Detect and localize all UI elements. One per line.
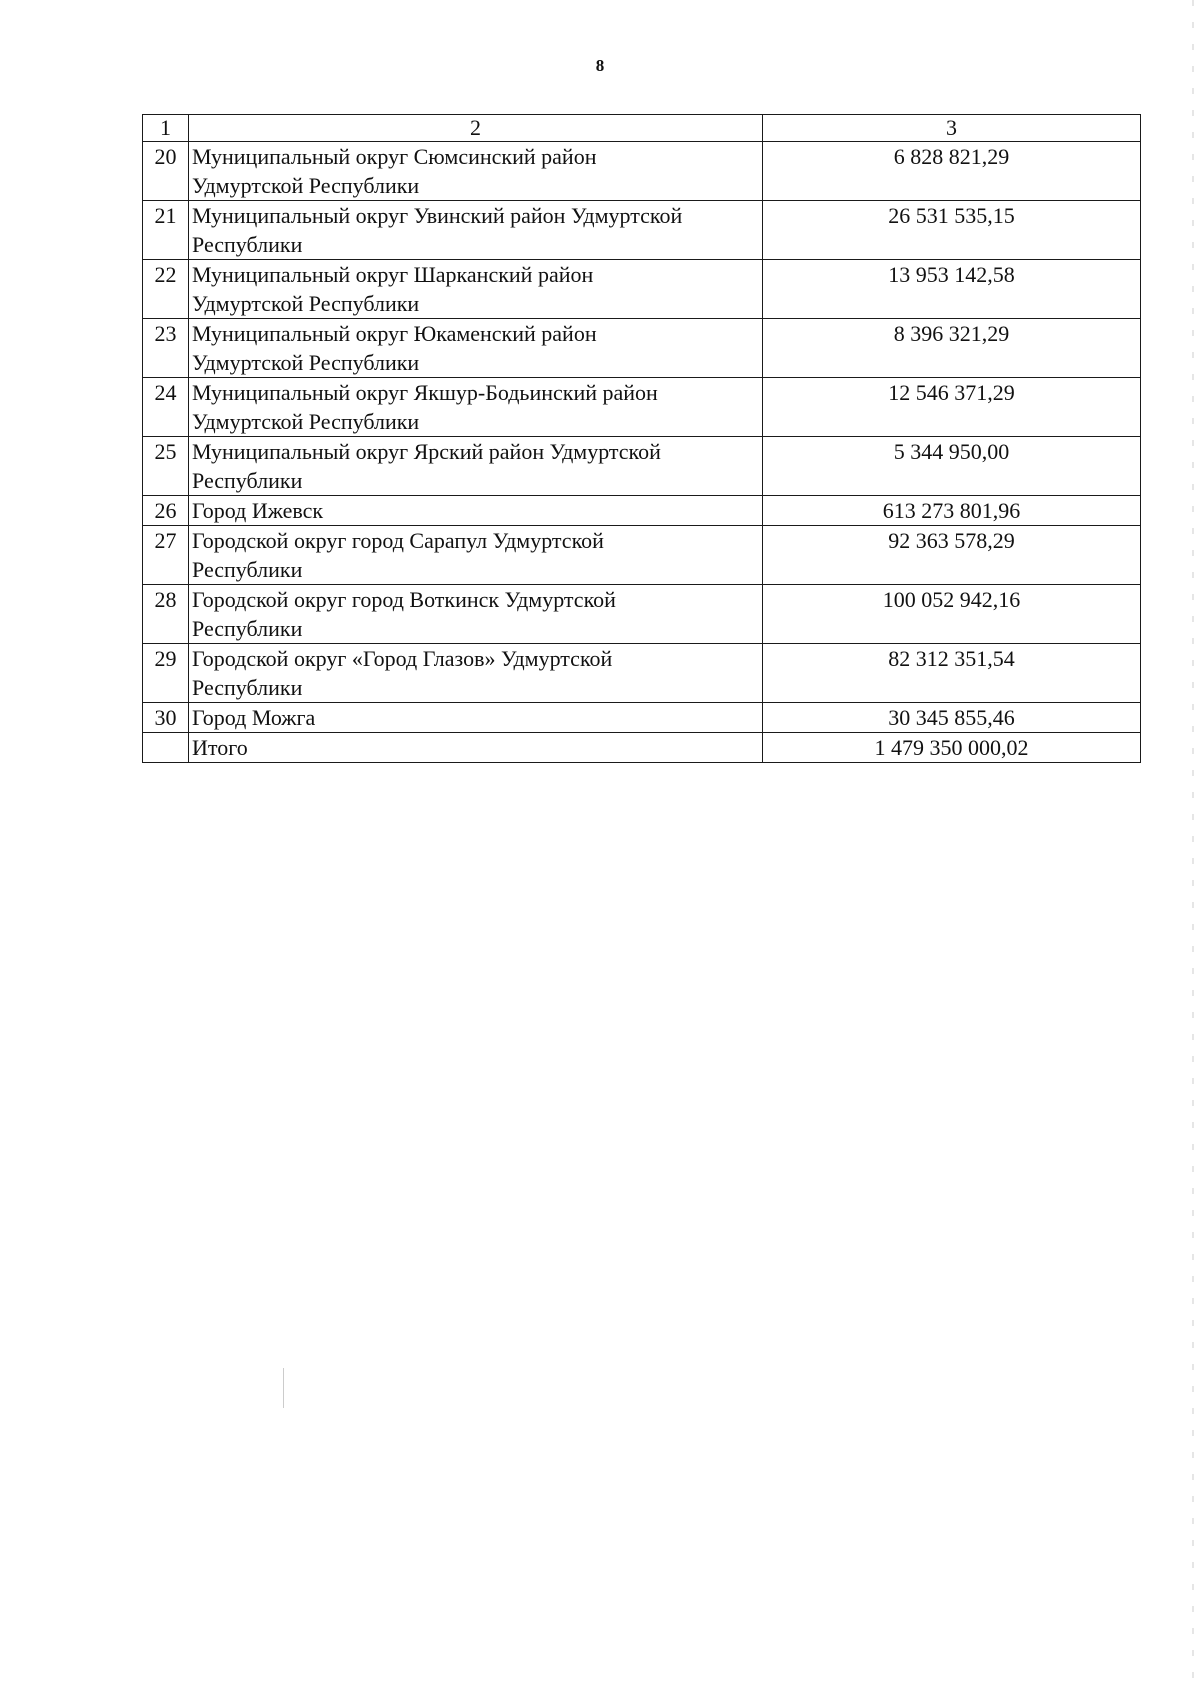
header-col-1: 1 [143, 115, 189, 142]
municipality-name [189, 319, 763, 378]
row-number: 27 [143, 526, 189, 585]
scan-stray-mark [283, 1368, 284, 1408]
name-line: Муниципальный округ Юкаменский район Удмуртской Республики [192, 321, 597, 375]
name-line: Итого [192, 735, 248, 760]
municipality-name [189, 201, 763, 260]
total-row [143, 733, 1141, 763]
table-row [143, 319, 1141, 378]
name-line: Город Ижевск [192, 498, 324, 523]
row-number: 22 [143, 260, 189, 319]
name-line: Городской округ «Город Глазов» Удмуртской Республики [192, 646, 613, 700]
amount: 82 312 351,54 [763, 644, 1141, 703]
amount: 13 953 142,58 [763, 260, 1141, 319]
name-line: Муниципальный округ Сюмсинский район Удмуртской Республики [192, 144, 597, 198]
table-row [143, 585, 1141, 644]
amount: 30 345 855,46 [763, 703, 1141, 733]
municipality-name [189, 496, 763, 526]
row-number: 21 [143, 201, 189, 260]
amount: 5 344 950,00 [763, 437, 1141, 496]
scan-edge-artifact [1192, 0, 1194, 1686]
name-line: Городской округ город Воткинск Удмуртской Республики [192, 587, 616, 641]
page-number: 8 [595, 56, 605, 75]
table-row [143, 496, 1141, 526]
municipality-name [189, 260, 763, 319]
row-number: 26 [143, 496, 189, 526]
name-line: Муниципальный округ Увинский район Удмуртской Республики [192, 203, 683, 257]
municipality-name [189, 378, 763, 437]
amount: 26 531 535,15 [763, 201, 1141, 260]
table-row [143, 201, 1141, 260]
name-line: Городской округ город Сарапул Удмуртской Республики [192, 528, 604, 582]
table-row [143, 437, 1141, 496]
row-number: 24 [143, 378, 189, 437]
amount: 613 273 801,96 [763, 496, 1141, 526]
amount: 8 396 321,29 [763, 319, 1141, 378]
municipality-name [189, 437, 763, 496]
name-line: Муниципальный округ Шарканский район Удмуртской Республики [192, 262, 594, 316]
header-col-3: 3 [763, 115, 1141, 142]
municipality-name [189, 142, 763, 201]
municipality-name [189, 644, 763, 703]
table-row [143, 703, 1141, 733]
row-number: 28 [143, 585, 189, 644]
amount: 6 828 821,29 [763, 142, 1141, 201]
row-number: 23 [143, 319, 189, 378]
allocation-table [142, 114, 1141, 763]
municipality-name [189, 703, 763, 733]
row-number: 25 [143, 437, 189, 496]
header-col-2: 2 [189, 115, 763, 142]
row-number: 30 [143, 703, 189, 733]
municipality-name [189, 585, 763, 644]
name-line: Город Можга [192, 705, 316, 730]
amount: 92 363 578,29 [763, 526, 1141, 585]
amount: 100 052 942,16 [763, 585, 1141, 644]
row-number: 20 [143, 142, 189, 201]
amount: 12 546 371,29 [763, 378, 1141, 437]
table-row [143, 526, 1141, 585]
name-line: Муниципальный округ Ярский район Удмуртской Республики [192, 439, 661, 493]
row-number: 29 [143, 644, 189, 703]
table-row [143, 142, 1141, 201]
total-amount: 1 479 350 000,02 [763, 733, 1141, 763]
table-row [143, 644, 1141, 703]
total-label [189, 733, 763, 763]
municipality-name [189, 526, 763, 585]
table-row [143, 260, 1141, 319]
row-number [143, 733, 189, 763]
table-header-row [143, 115, 1141, 142]
table-row [143, 378, 1141, 437]
name-line: Муниципальный округ Якшур-Бодьинский район Удмуртской Республики [192, 380, 658, 434]
